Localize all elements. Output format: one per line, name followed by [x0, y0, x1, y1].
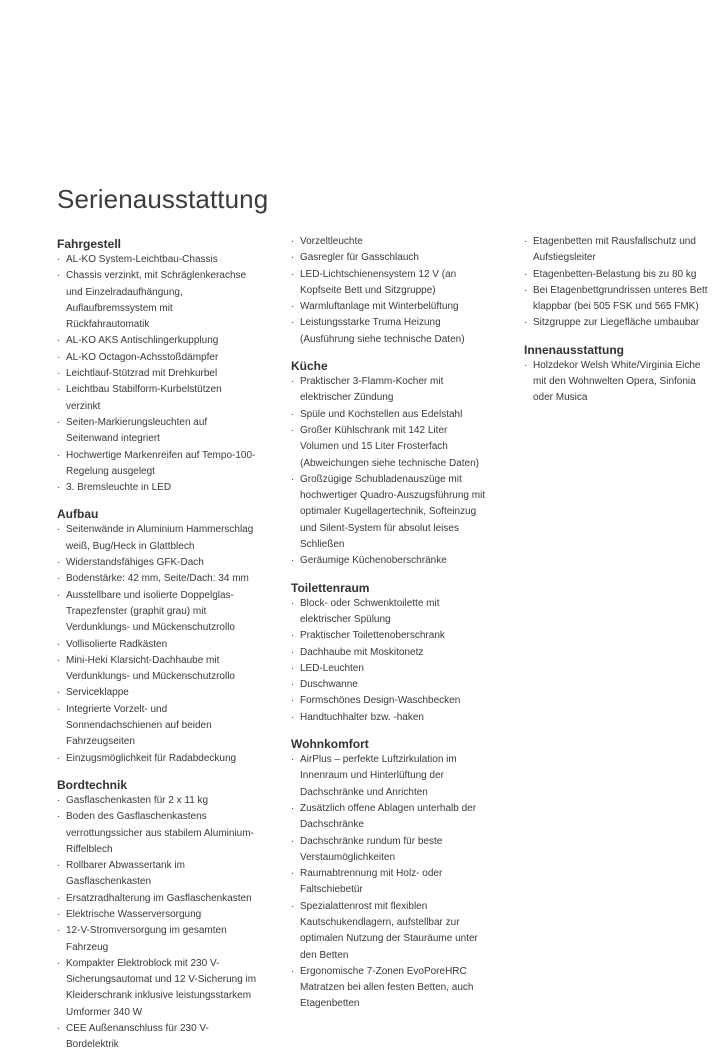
- list-item: · Widerstandsfähiges GFK-Dach: [57, 555, 257, 571]
- bullet-icon: ·: [524, 268, 528, 280]
- bullet-icon: ·: [291, 900, 295, 912]
- item-list: [57, 252, 257, 496]
- list-item: · Praktischer Toilettenoberschrank: [291, 628, 487, 644]
- bullet-icon: ·: [57, 703, 61, 715]
- section-bordtechnik: [57, 775, 257, 1054]
- section-toilettenraum: [291, 578, 487, 726]
- bullet-icon: ·: [57, 351, 61, 363]
- bullet-icon: ·: [57, 589, 61, 601]
- list-item: · CEE Außenanschluss für 230 V-Bordelektrik: [57, 1023, 209, 1051]
- list-item: · AL-KO Octagon-Achsstoßdämpfer: [57, 350, 257, 366]
- item-list: [524, 358, 714, 407]
- list-item: · Bodenstärke: 42 mm, Seite/Dach: 34 mm: [57, 571, 257, 587]
- list-item: · Sitzgruppe zur Liegefläche umbaubar: [524, 315, 714, 331]
- item-list: [291, 596, 487, 726]
- bullet-icon: ·: [57, 687, 61, 699]
- list-item: · Seiten-Markierungsleuchten auf Seitenwand integriert: [57, 416, 208, 445]
- bullet-icon: ·: [57, 892, 61, 904]
- list-item: · Duschwanne: [291, 677, 487, 693]
- list-item: · Gasregler für Gasschlauch: [291, 250, 487, 266]
- section-heading: Bordtechnik: [57, 777, 128, 792]
- list-item: · Boden des Gasflaschenkastens verrottungssicher aus stabilem Aluminium-Riffelblech: [57, 811, 254, 855]
- section-heading: Wohnkomfort: [291, 737, 369, 752]
- list-item: · Block- oder Schwenktoilette mit elektrischer Spülung: [291, 597, 440, 625]
- column-3: [524, 234, 714, 415]
- section-fahrgestell: [57, 234, 257, 496]
- item-list: [291, 752, 487, 1013]
- bullet-icon: ·: [57, 335, 61, 347]
- bullet-icon: ·: [57, 254, 61, 265]
- bullet-icon: ·: [291, 662, 295, 674]
- column-2: [291, 234, 487, 1021]
- column-1: [57, 234, 257, 1062]
- bullet-icon: ·: [291, 835, 295, 847]
- list-item: · Dachhaube mit Moskitonetz: [291, 645, 487, 661]
- bullet-icon: ·: [524, 317, 528, 329]
- section-heading: Küche: [291, 359, 328, 374]
- bullet-icon: ·: [291, 236, 295, 247]
- list-item: · Integrierte Vorzelt- und Sonnendachschienen auf beiden Fahrzeugseiten: [57, 703, 212, 748]
- bullet-icon: ·: [57, 368, 61, 380]
- section-aufbau: [57, 504, 257, 766]
- list-item: · Etagenbetten mit Rausfallschutz und Aufstiegsleiter: [524, 236, 696, 264]
- bullet-icon: ·: [57, 416, 61, 428]
- bullet-icon: ·: [291, 424, 295, 436]
- bullet-icon: ·: [524, 236, 528, 247]
- list-item: · LED-Lichtschienensystem 12 V (an Kopfseite Bett und Sitzgruppe): [291, 268, 457, 296]
- list-item: · Vorzeltleuchte: [291, 234, 487, 250]
- section-continued: [524, 234, 714, 332]
- bullet-icon: ·: [57, 573, 61, 585]
- list-item: · Ausstellbare und isolierte Doppelglas-Trapezfenster (graphit grau) mit Verdunklungs- und Mückenschutzrollo: [57, 589, 235, 634]
- section-heading: Innenausstattung: [524, 342, 625, 357]
- section-innenausstattung: [524, 340, 714, 407]
- bullet-icon: ·: [57, 957, 61, 969]
- bullet-icon: ·: [57, 654, 61, 666]
- section-heading: Aufbau: [57, 507, 99, 522]
- list-item: · Etagenbetten-Belastung bis zu 80 kg: [524, 267, 714, 283]
- bullet-icon: ·: [291, 711, 295, 723]
- list-item: · Holzdekor Welsh White/Virginia Eiche mit den Wohnwelten Opera, Sinfonia oder Musica: [524, 359, 701, 404]
- list-item: · AL-KO AKS Antischlingerkupplung: [57, 333, 257, 349]
- page-title: Serienausstattung: [57, 184, 269, 214]
- bullet-icon: ·: [57, 794, 61, 806]
- list-item: · Chassis verzinkt, mit Schräglenkerachse und Einzelradaufhängung, Auflaufbremssystem mit Rückfahrautomatik: [57, 270, 247, 331]
- list-item: · Dachschränke rundum für beste Verstaumöglichkeiten: [291, 835, 443, 863]
- bullet-icon: ·: [291, 630, 295, 642]
- list-item: · Warmluftanlage mit Winterbelüftung: [291, 299, 487, 315]
- section-wohnkomfort: [291, 734, 487, 1013]
- list-item: · Gasflaschenkasten für 2 x 11 kg: [57, 793, 257, 809]
- bullet-icon: ·: [291, 408, 295, 420]
- bullet-icon: ·: [57, 1023, 61, 1035]
- bullet-icon: ·: [57, 638, 61, 650]
- bullet-icon: ·: [524, 359, 528, 371]
- bullet-icon: ·: [291, 754, 295, 766]
- item-list: [57, 522, 257, 766]
- item-list: [291, 234, 487, 348]
- bullet-icon: ·: [57, 384, 61, 396]
- bullet-icon: ·: [57, 752, 61, 764]
- bullet-icon: ·: [291, 252, 295, 264]
- list-item: · Einzugsmöglichkeit für Radabdeckung: [57, 751, 257, 767]
- bullet-icon: ·: [291, 868, 295, 880]
- bullet-icon: ·: [291, 301, 295, 313]
- list-item: · Bei Etagenbettgrundrissen unteres Bett klappbar (bei 505 FSK und 565 FMK): [524, 284, 708, 313]
- list-item: · Seitenwände in Aluminium Hammerschlag weiß, Bug/Heck in Glattblech: [57, 524, 254, 552]
- bullet-icon: ·: [57, 925, 61, 937]
- bullet-icon: ·: [291, 597, 295, 609]
- bullet-icon: ·: [291, 555, 295, 567]
- list-item: · 12-V-Stromversorgung im gesamten Fahrzeug: [57, 925, 227, 953]
- bullet-icon: ·: [57, 557, 61, 569]
- bullet-icon: ·: [57, 860, 61, 872]
- bullet-icon: ·: [291, 376, 295, 388]
- bullet-icon: ·: [57, 482, 61, 494]
- list-item: · Großer Kühlschrank mit 142 Liter Volumen und 15 Liter Frosterfach (Abweichungen siehe technische Daten): [291, 424, 479, 469]
- bullet-icon: ·: [57, 270, 61, 282]
- item-list: [57, 793, 257, 1054]
- list-item: · Spüle und Kochstellen aus Edelstahl: [291, 407, 487, 423]
- bullet-icon: ·: [57, 811, 61, 823]
- list-item: · Ersatzradhalterung im Gasflaschenkasten: [57, 891, 257, 907]
- section-continued: [291, 234, 487, 348]
- list-item: · AL-KO System-Leichtbau-Chassis: [57, 252, 257, 268]
- list-item: · Raumabtrennung mit Holz- oder Faltschiebetür: [291, 868, 443, 896]
- list-item: · Kompakter Elektroblock mit 230 V-Sicherungsautomat und 12 V-Sicherung im Kleiderschrank inklusive leistungsstarkem Umformer 340 W: [57, 957, 257, 1018]
- list-item: · Elektrische Wasserversorgung: [57, 907, 257, 923]
- list-item: · Rollbarer Abwassertank im Gasflaschenkasten: [57, 860, 185, 888]
- bullet-icon: ·: [524, 284, 528, 296]
- list-item: · Hochwertige Markenreifen auf Tempo-100-Regelung ausgelegt: [57, 449, 256, 477]
- bullet-icon: ·: [291, 965, 295, 977]
- list-item: · Ergonomische 7-Zonen EvoPoreHRC Matratzen bei allen festen Betten, auch Etagenbetten: [291, 965, 474, 1010]
- bullet-icon: ·: [291, 695, 295, 707]
- bullet-icon: ·: [291, 473, 295, 485]
- bullet-icon: ·: [291, 268, 295, 280]
- list-item: · Leistungsstarke Truma Heizung (Ausführung siehe technische Daten): [291, 317, 465, 345]
- item-list: [291, 374, 487, 570]
- section-kueche: [291, 356, 487, 570]
- list-item: · Leichtlauf-Stützrad mit Drehkurbel: [57, 366, 257, 382]
- list-item: · Serviceklappe: [57, 685, 257, 701]
- list-item: · Spezialattenrost mit flexiblen Kautschukendlagern, aufstellbar zur optimalen Nutzung der Stauräume unter den Betten: [291, 900, 478, 961]
- bullet-icon: ·: [291, 679, 295, 691]
- list-item: · AirPlus – perfekte Luftzirkulation im Innenraum und Hinterlüftung der Dachschränke und Anrichten: [291, 754, 457, 798]
- item-list: [524, 234, 714, 332]
- list-item: · Handtuchhalter bzw. -haken: [291, 710, 487, 726]
- bullet-icon: ·: [57, 449, 61, 461]
- bullet-icon: ·: [291, 317, 295, 329]
- section-heading: Toilettenraum: [291, 580, 370, 595]
- section-heading: Fahrgestell: [57, 237, 122, 251]
- list-item: · Zusätzlich offene Ablagen unterhalb der Dachschränke: [291, 802, 477, 831]
- list-item: · Vollisolierte Radkästen: [57, 637, 257, 653]
- list-item: · 3. Bremsleuchte in LED: [57, 480, 257, 496]
- list-item: · Geräumige Küchenoberschränke: [291, 553, 487, 569]
- list-item: · Mini-Heki Klarsicht-Dachhaube mit Verdunklungs- und Mückenschutzrollo: [57, 654, 235, 683]
- bullet-icon: ·: [57, 524, 61, 536]
- list-item: · LED-Leuchten: [291, 661, 487, 677]
- list-item: · Großzügige Schubladenauszüge mit hochwertiger Quadro-Auszugsführung mit optimaler Kugellagertechnik, Softeinzug und Silent-System für absolut leises Schließen: [291, 473, 486, 551]
- list-item: · Leichtbau Stabilform-Kurbelstützen verzinkt: [57, 384, 222, 412]
- list-item: · Formschönes Design-Waschbecken: [291, 693, 487, 709]
- bullet-icon: ·: [57, 908, 61, 920]
- bullet-icon: ·: [291, 802, 295, 814]
- list-item: · Praktischer 3-Flamm-Kocher mit elektrischer Zündung: [291, 376, 444, 404]
- bullet-icon: ·: [291, 646, 295, 658]
